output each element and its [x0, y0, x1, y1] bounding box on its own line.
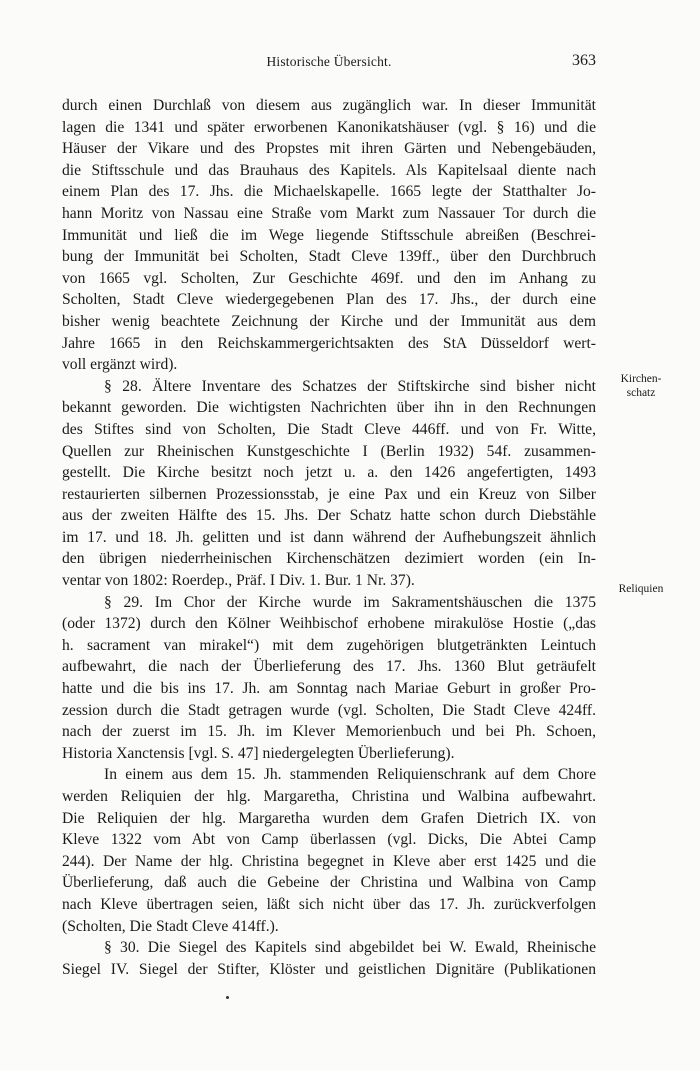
text-line: hatte und die bis ins 17. Jh. am Sonntag nach Mariae Geburt in großer Pro-	[62, 680, 596, 698]
text-line: restaurierten silbernen Prozessionsstab, je eine Pax und ein Kreuz von Silber	[62, 485, 596, 503]
text-line: den übrigen niederrheinischen Kirchenschätzen dezimiert worden (ein In-	[62, 550, 596, 568]
text-line: nach Kleve übertragen seien, läßt sich nicht über das 17. Jh. zurückverfolgen	[62, 895, 596, 913]
text-line: zession durch die Stadt getragen wurde (vgl. Scholten, Die Stadt Cleve 424ff.	[62, 701, 596, 719]
margin-note-kirchenschatz: Kirchen- schatz	[620, 373, 662, 399]
paragraph-end-line: voll ergänzt wird).	[62, 356, 178, 374]
text-line: Häuser der Vikare und des Propstes mit ihren Gärten und Nebengebäuden,	[62, 140, 596, 158]
text-line: Scholten, Stadt Cleve wiedergegebenen Plan des 17. Jhs., der durch eine	[62, 291, 596, 309]
text-line: Jahre 1665 in den Reichskammergerichtsakten des StA Düsseldorf wert-	[62, 334, 596, 352]
text-line: gestellt. Die Kirche besitzt noch jetzt u. a. den 1426 angefertigten, 1493	[62, 464, 596, 482]
text-line: 244). Der Name der hlg. Christina begegnet in Kleve aber erst 1425 und die	[62, 852, 596, 870]
text-line: Die Reliquien der hlg. Margaretha wurden dem Grafen Dietrich IX. von	[62, 809, 596, 827]
body-text	[62, 95, 596, 980]
margin-note-reliquien: Reliquien	[618, 583, 664, 595]
text-line: Quellen zur Rheinischen Kunstgeschichte I (Berlin 1932) 54f. zusammen-	[62, 442, 596, 460]
text-line: die Stiftsschule und das Brauhaus des Kapitels. Als Kapitelsaal diente nach	[62, 161, 596, 179]
text-line: bung der Immunität bei Scholten, Stadt Cleve 139ff., über den Durchbruch	[62, 248, 596, 266]
text-line: Siegel IV. Siegel der Stifter, Klöster und geistlichen Dignitäre (Publikationen	[62, 960, 596, 978]
text-line: hann Moritz von Nassau eine Straße vom Markt zum Nassauer Tor durch die	[62, 204, 596, 222]
text-line: Immunität und ließ die im Wege liegende Stiftsschule abreißen (Beschrei-	[62, 226, 596, 244]
text-line: bisher wenig beachtete Zeichnung der Kirche und der Immunität aus dem	[62, 312, 596, 330]
paragraph-end-line: ventar von 1802: Roerdep., Präf. I Div. 1. Bur. 1 Nr. 37).	[62, 572, 415, 590]
text-line: h. sacrament van mirakel“) mit dem zugehörigen blutgetränkten Leintuch	[62, 636, 596, 654]
section-29-start: § 29. Im Chor der Kirche wurde im Sakramentshäuschen die 1375	[104, 593, 596, 611]
text-line: bekannt geworden. Die wichtigsten Nachrichten über ihn in den Rechnungen	[62, 399, 596, 417]
section-30-start: § 30. Die Siegel des Kapitels sind abgebildet bei W. Ewald, Rheinische	[104, 939, 596, 957]
print-speck	[226, 996, 229, 999]
text-line: im 17. und 18. Jh. gelitten und ist dann während der Aufhebungszeit ähnlich	[62, 528, 596, 546]
text-line: (oder 1372) durch den Kölner Weihbischof erhobene mirakulöse Hostie („das	[62, 615, 596, 633]
text-line: durch einen Durchlaß von diesem aus zugänglich war. In dieser Immunität	[62, 97, 596, 114]
text-line: Überlieferung, daß auch die Gebeine der Christina und Walbina von Camp	[62, 874, 596, 892]
text-line: lagen die 1341 und später erworbenen Kanonikatshäuser (vgl. § 16) und die	[62, 118, 596, 136]
text-line: nach der zuerst im 15. Jh. im Klever Memorienbuch und bei Ph. Schoen,	[62, 723, 596, 741]
page-number: 363	[572, 52, 596, 69]
text-line: werden Reliquien der hlg. Margaretha, Christina und Walbina aufbewahrt.	[62, 788, 596, 805]
paragraph-end-line: Historia Xanctensis [vgl. S. 47] niedergelegten Überlieferung).	[62, 744, 455, 762]
page-header	[62, 54, 596, 74]
text-line: einem Plan des 17. Jhs. die Michaelskapelle. 1665 legte der Statthalter Jo-	[62, 183, 596, 201]
text-line: von 1665 vgl. Scholten, Zur Geschichte 469f. und den im Anhang zu	[62, 269, 596, 287]
section-28-start: § 28. Ältere Inventare des Schatzes der Stiftskirche sind bisher nicht	[104, 377, 596, 395]
paragraph-end-line: (Scholten, Die Stadt Cleve 414ff.).	[62, 917, 279, 935]
text-line: aus der zweiten Hälfte des 15. Jhs. Der Schatz hatte schon durch Diebstähle	[62, 507, 596, 525]
text-line: aufbewahrt, die nach der Überlieferung des 17. Jhs. 1360 Blut geträufelt	[62, 658, 596, 676]
running-title: Historische Übersicht.	[266, 54, 392, 69]
text-line: Kleve 1322 vom Abt von Camp überlassen (vgl. Dicks, Die Abtei Camp	[62, 831, 596, 849]
text-line: des Stiftes sind von Scholten, Die Stadt Cleve 446ff. und von Fr. Witte,	[62, 420, 596, 438]
paragraph-start-line: In einem aus dem 15. Jh. stammenden Reliquienschrank auf dem Chore	[104, 766, 596, 784]
